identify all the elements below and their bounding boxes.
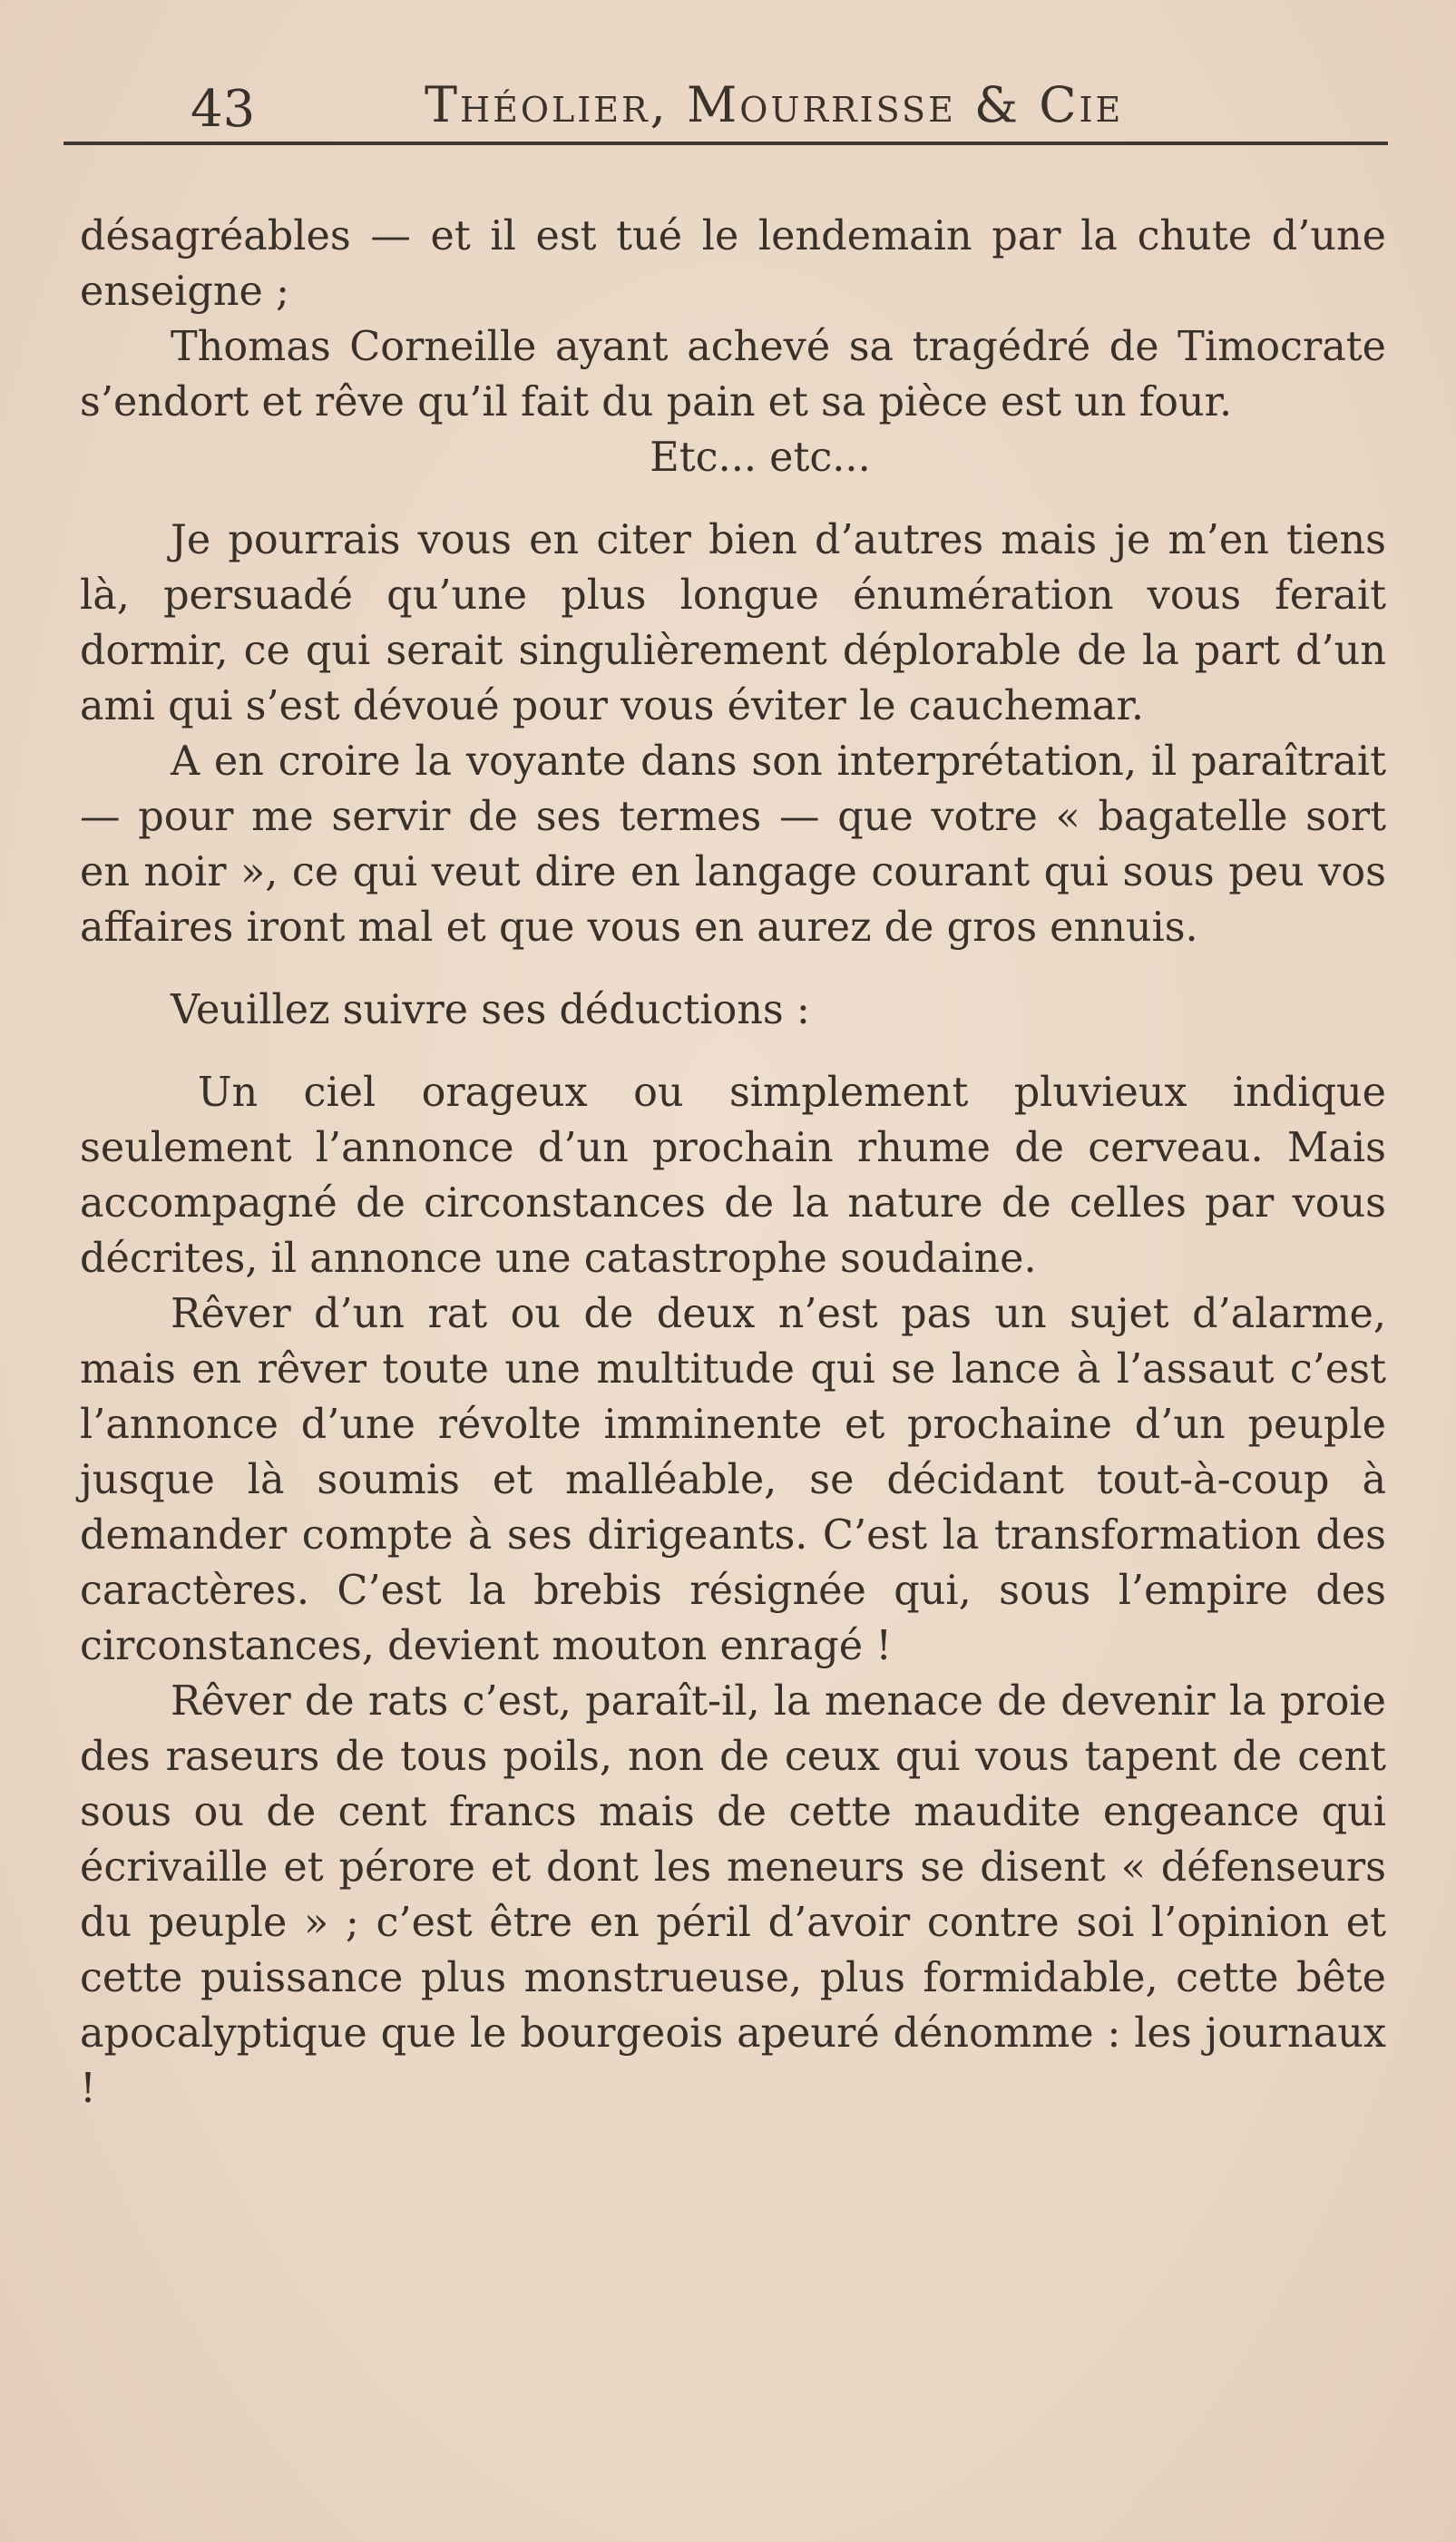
paragraph: désagréables — et il est tué le lendemain par la chute d’une enseigne ;	[80, 213, 1386, 315]
paragraph: Rêver d’un rat ou de deux n’est pas un sujet d’alarme, mais en rêver toute une multitude qui se lance à l’assaut c’est l’annonce d’une révolte imminente et prochaine d’un peuple jusque là soumis et malléable, se décidant tout-à-coup à demander compte à ses dirigeants. C’est la transformation des caractères. C’est la brebis résignée qui, sous l’empire des circonstances, devient mouton enragé !	[80, 1291, 1386, 1669]
etc-line: Etc... etc...	[650, 435, 871, 481]
header-rule	[64, 142, 1388, 145]
body-text	[80, 209, 1386, 2117]
paragraph: A en croire la voyante dans son interprétation, il paraîtrait — pour me servir de ses termes — que votre « bagatelle sort en noir », ce qui veut dire en langage courant qui sous peu vos affaires iront mal et que vous en aurez de gros ennuis.	[80, 738, 1386, 951]
page-number: 43	[191, 80, 256, 139]
paragraph: Un ciel orageux ou simplement pluvieux indique seulement l’annonce d’un prochain rhume de cerveau. Mais accompagné de circonstances de la nature de celles par vous décrites, il annonce une catastrophe soudaine.	[80, 1070, 1386, 1282]
page-header	[64, 71, 1388, 152]
paragraph: Rêver de rats c’est, paraît-il, la menace de devenir la proie des raseurs de tous poils, non de ceux qui vous tapent de cent sous ou de cent francs mais de cette maudite engeance qui écrivaille et pérore et dont les meneurs se disent « défenseurs du peuple » ; c’est être en péril d’avoir contre soi l’opinion et cette puissance plus monstrueuse, plus formidable, cette bête apocalyptique que le bourgeois apeuré dénomme : les journaux !	[80, 1678, 1386, 2112]
paragraph: Je pourrais vous en citer bien d’autres mais je m’en tiens là, persuadé qu’une plus longue énumération vous ferait dormir, ce qui serait singulièrement déplorable de la part d’un ami qui s’est dévoué pour vous éviter le cauchemar.	[80, 517, 1386, 729]
paragraph: Veuillez suivre ses déductions :	[171, 987, 810, 1033]
paragraph: Thomas Corneille ayant achevé sa tragédré de Timocrate s’endort et rêve qu’il fait du pain et sa pièce est un four.	[80, 324, 1386, 425]
running-head: Théolier, Mourrisse & Cie	[425, 76, 1124, 133]
